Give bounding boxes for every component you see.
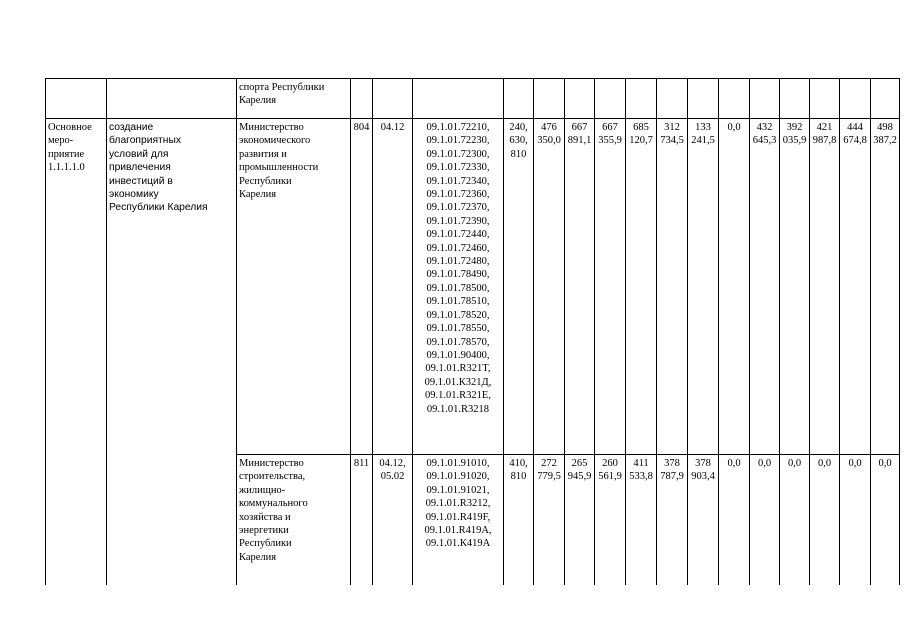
ministry-line: Республики bbox=[239, 175, 292, 187]
ministry-line: Карелия bbox=[239, 189, 277, 201]
csr-code: 09.1.01.78490, bbox=[426, 269, 490, 281]
value-cell: 0,0 bbox=[719, 455, 750, 585]
csr-code: 09.1.01.72230, bbox=[426, 135, 490, 147]
ministry-line: Министерство bbox=[239, 122, 304, 133]
value-cell: 667 891,1 bbox=[565, 119, 595, 455]
activity-type-line: 1.1.1.1.0 bbox=[48, 162, 85, 174]
cell-empty bbox=[413, 79, 504, 119]
activity-name-line: экономику bbox=[109, 189, 159, 201]
csr-code: 09.1.01.78500, bbox=[426, 282, 490, 294]
cell-empty bbox=[871, 79, 900, 119]
activity-name-line: благоприятных bbox=[109, 135, 182, 147]
ministry-line: Карелия bbox=[239, 551, 277, 563]
cell-empty bbox=[351, 79, 373, 119]
csr-code: 09.1.01.78570, bbox=[426, 336, 490, 348]
csr-code: 09.1.01.72340, bbox=[426, 175, 490, 187]
cell-empty bbox=[810, 79, 840, 119]
value-cell: 476 350,0 bbox=[534, 119, 565, 455]
value-cell: 378 903,4 bbox=[688, 455, 719, 585]
value-cell: 444 674,8 bbox=[840, 119, 871, 455]
cell-empty bbox=[504, 79, 534, 119]
value-cell: 0,0 bbox=[719, 119, 750, 455]
csr-code: 09.1.01.91021, bbox=[426, 484, 490, 496]
ministry-line: экономического bbox=[239, 135, 311, 147]
ministry-cell bbox=[237, 119, 351, 455]
value-cell: 498 387,2 bbox=[871, 119, 900, 455]
value-cell: 685 120,7 bbox=[626, 119, 657, 455]
value-cell: 667 355,9 bbox=[595, 119, 626, 455]
csr-code: 09.1.01.78550, bbox=[426, 323, 490, 335]
continuation-row bbox=[46, 79, 900, 119]
value-cell: 260 561,9 bbox=[595, 455, 626, 585]
csr-code: 09.1.01.72330, bbox=[426, 162, 490, 174]
csr-codes-cell bbox=[413, 455, 504, 585]
value-cell: 411 533,8 bbox=[626, 455, 657, 585]
activity-name-line: Республики Карелия bbox=[109, 202, 208, 214]
csr-code: 09.1.01.К321Д, bbox=[424, 376, 492, 388]
csr-code: 09.1.01.72210, bbox=[426, 122, 490, 133]
csr-code: 09.1.01.78510, bbox=[426, 296, 490, 308]
csr-code: 09.1.01.72480, bbox=[426, 256, 490, 268]
value-cell: 432 645,3 bbox=[750, 119, 780, 455]
value-cell: 265 945,9 bbox=[565, 455, 595, 585]
cell-empty bbox=[657, 79, 688, 119]
ministry-continuation-cell bbox=[237, 79, 351, 119]
rzpr-code-cell: 04.12 bbox=[373, 119, 413, 455]
value-cell: 421 987,8 bbox=[810, 119, 840, 455]
rzpr-code-cell: 04.12, 05.02 bbox=[373, 455, 413, 585]
csr-code: 09.1.01.R3218 bbox=[426, 403, 490, 415]
csr-code: 09.1.01.R3212, bbox=[425, 498, 491, 510]
table-row bbox=[46, 119, 900, 455]
cell-empty bbox=[595, 79, 626, 119]
csr-code: 09.1.01.91010, bbox=[426, 458, 490, 469]
csr-code: 09.1.01.72460, bbox=[426, 242, 490, 254]
cell-empty bbox=[780, 79, 810, 119]
csr-code: 09.1.01.78520, bbox=[426, 309, 490, 321]
budget-table bbox=[45, 78, 900, 585]
value-cell: 0,0 bbox=[871, 455, 900, 585]
activity-name-line: инвестиций в bbox=[109, 175, 173, 187]
ministry-line bbox=[239, 148, 348, 161]
ministry-line: строительства, bbox=[239, 471, 306, 483]
csr-code: 09.1.01.72300, bbox=[426, 148, 490, 160]
activity-type-line: меро- bbox=[48, 135, 74, 147]
cell-empty bbox=[750, 79, 780, 119]
csr-codes-cell bbox=[413, 119, 504, 455]
ministry-line: жилищно- bbox=[239, 484, 286, 496]
csr-code: 09.1.01.91020, bbox=[426, 471, 490, 483]
value-cell: 0,0 bbox=[750, 455, 780, 585]
value-cell: 378 787,9 bbox=[657, 455, 688, 585]
csr-code: 09.1.01.R321T, bbox=[425, 363, 491, 375]
ministry-line: Республики bbox=[239, 538, 292, 550]
activity-name-line: создание bbox=[109, 122, 154, 133]
csr-code: 09.1.01.72390, bbox=[426, 215, 490, 227]
activity-name-cell bbox=[107, 119, 237, 585]
value-cell: 312 734,5 bbox=[657, 119, 688, 455]
value-cell: 133 241,5 bbox=[688, 119, 719, 455]
cell-empty bbox=[840, 79, 871, 119]
activity-type-cell bbox=[46, 119, 107, 585]
csr-code: 09.1.01.R419F, bbox=[425, 511, 491, 523]
value-cell: 0,0 bbox=[780, 455, 810, 585]
cell-empty bbox=[626, 79, 657, 119]
vr-code-cell: 240, 630, 810 bbox=[504, 119, 534, 455]
cell-empty bbox=[46, 79, 107, 119]
value-cell: 392 035,9 bbox=[780, 119, 810, 455]
grbs-code-cell: 804 bbox=[351, 119, 373, 455]
activity-type-line: приятие bbox=[48, 148, 85, 160]
csr-code: 09.1.01.72440, bbox=[426, 229, 490, 241]
csr-code: 09.1.01.72360, bbox=[426, 189, 490, 201]
value-cell: 0,0 bbox=[840, 455, 871, 585]
cell-empty bbox=[534, 79, 565, 119]
csr-code: 09.1.01.К419А bbox=[425, 538, 491, 550]
activity-type-line: Основное bbox=[48, 122, 92, 133]
csr-code: 09.1.01.72370, bbox=[426, 202, 490, 214]
value-cell: 272 779,5 bbox=[534, 455, 565, 585]
value-cell: 0,0 bbox=[810, 455, 840, 585]
ministry-line: хозяйства и bbox=[239, 511, 291, 523]
ministry-continuation-text: спорта Республики Карелия bbox=[239, 82, 325, 107]
cell-empty bbox=[373, 79, 413, 119]
grbs-code-cell: 811 bbox=[351, 455, 373, 585]
cell-empty bbox=[719, 79, 750, 119]
csr-code: 09.1.01.R321E, bbox=[425, 390, 491, 402]
vr-code-cell: 410, 810 bbox=[504, 455, 534, 585]
cell-empty bbox=[688, 79, 719, 119]
activity-name-line: привлечения bbox=[109, 162, 171, 174]
ministry-line: Министерство bbox=[239, 458, 304, 469]
ministry-cell bbox=[237, 455, 351, 585]
activity-name-line: условий для bbox=[109, 148, 169, 160]
ministry-line: энергетики bbox=[239, 525, 289, 537]
csr-code: 09.1.01.90400, bbox=[426, 349, 490, 361]
ministry-line: коммунального bbox=[239, 498, 308, 510]
ministry-line: промышленности bbox=[239, 162, 319, 174]
ministry-word: развития и bbox=[239, 148, 287, 160]
cell-empty bbox=[565, 79, 595, 119]
cell-empty bbox=[107, 79, 237, 119]
csr-code: 09.1.01.R419A, bbox=[424, 525, 492, 537]
